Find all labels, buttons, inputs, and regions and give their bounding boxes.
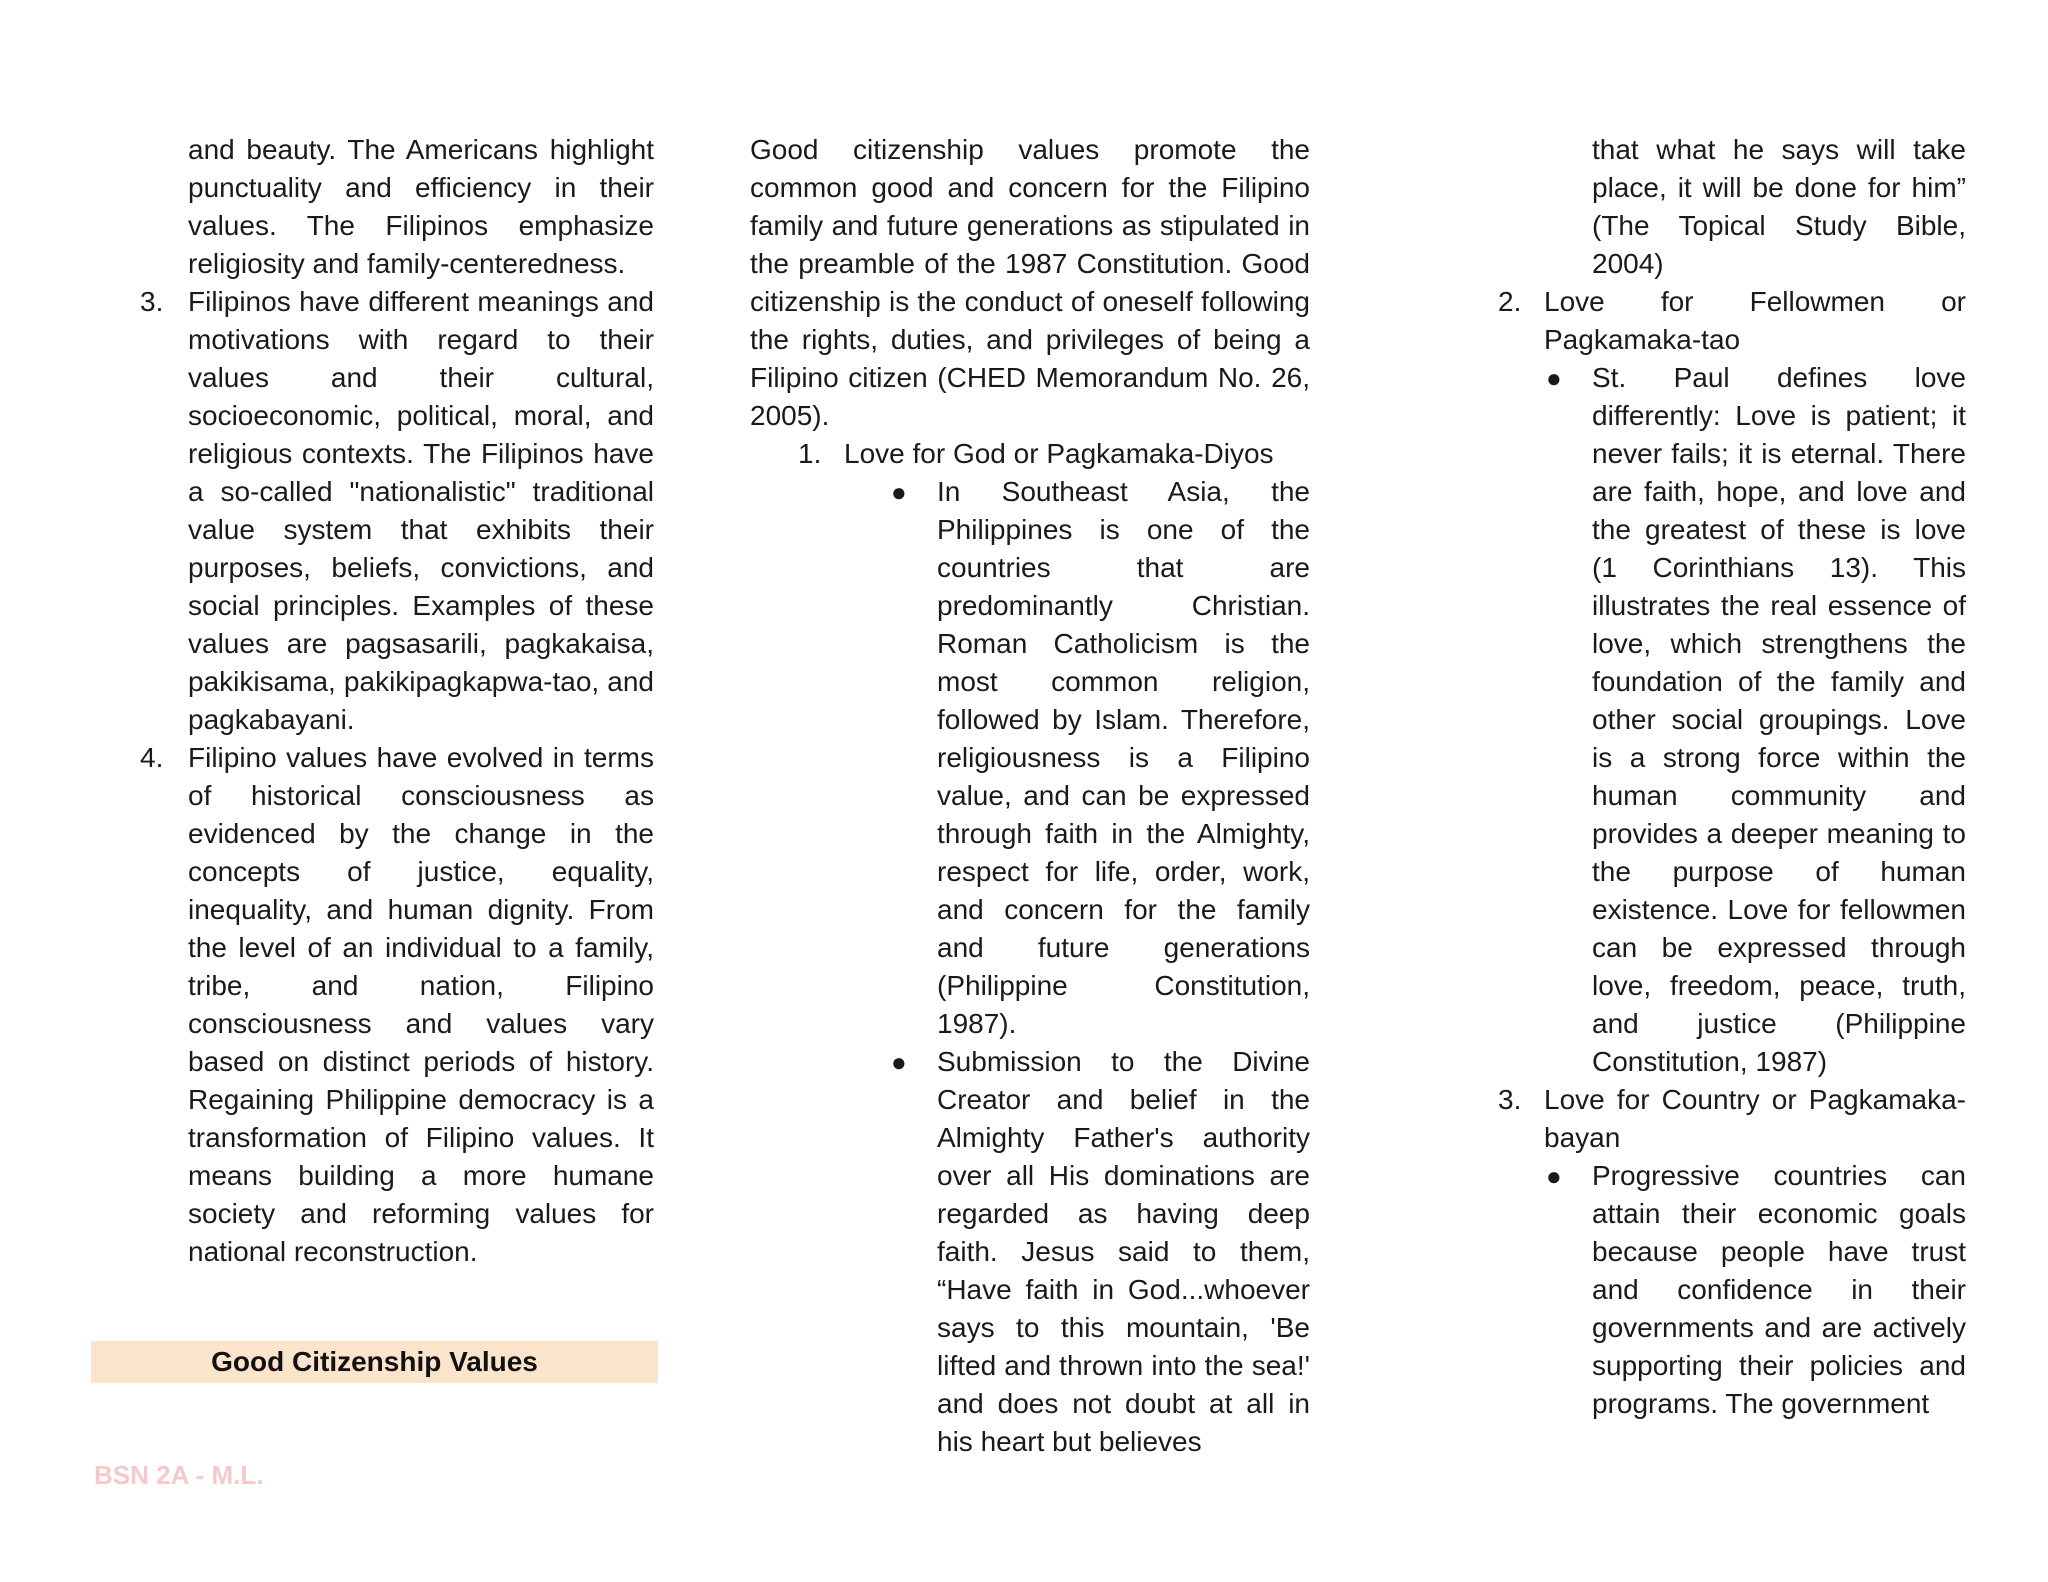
paragraph-continuation: that what he says will take place, it will be done for him” (The Topical Study Bible, 2004) [1592, 134, 1966, 279]
list-item-title: Love for God or Pagkamaka-Diyos [844, 438, 1274, 469]
bullet-icon: ● [1546, 1161, 1562, 1191]
bullet-item [1546, 1157, 1966, 1423]
column-right [1498, 131, 1966, 1423]
list-number: 3. [140, 286, 164, 317]
bullet-item [891, 473, 1310, 1043]
list-item-text: Filipinos have different meanings and motivations with regard to their values and their cultural, socioeconomic, political, moral, and religious contexts. The Filipinos have a so-called "nationalistic" traditional value system that exhibits their purposes, beliefs, convictions, and social principles. Examples of these values are pagsasarili, pagkakaisa, pakikisama, pakikipagkapwa-tao, and pagkabayani. [188, 286, 654, 735]
list-item-4 [140, 739, 654, 1271]
bullet-text: St. Paul defines love differently: Love is patient; it never fails; it is eternal. There are faith, hope, and love and the greatest of these is love (1 Corinthians 13). This illustrates the real essence of love, which strengthens the foundation of the family and other social groupings. Love is a strong force within the human community and provides a deeper meaning to the purpose of human existence. Love for fellowmen can be expressed through love, freedom, peace, truth, and justice (Philippine Constitution, 1987) [1592, 362, 1966, 1077]
list-number: 1. [798, 438, 822, 469]
list-number: 4. [140, 742, 164, 773]
bullet-icon: ● [891, 477, 907, 507]
column-middle [750, 131, 1310, 1461]
bullet-item [1546, 359, 1966, 1081]
section-heading: Good Citizenship Values [211, 1346, 538, 1377]
list-number: 3. [1498, 1084, 1522, 1115]
list-item-title: Love for Fellowmen or Pagkamaka-tao [1544, 286, 1966, 355]
list-number: 2. [1498, 286, 1522, 317]
list-item-2 [1498, 283, 1966, 359]
paragraph-intro: Good citizenship values promote the common good and concern for the Filipino family and future generations as stipulated in the preamble of the 1987 Constitution. Good citizenship is the conduct of oneself following the rights, duties, and privileges of being a Filipino citizen (CHED Memorandum No. 26, 2005). [750, 134, 1310, 431]
list-item-text: Filipino values have evolved in terms of historical consciousness as evidenced by the change in the concepts of justice, equality, inequality, and human dignity. From the level of an individual to a family, tribe, and nation, Filipino consciousness and values vary based on distinct periods of history. Regaining Philippine democracy is a transformation of Filipino values. It means building a more humane society and reforming values for national reconstruction. [188, 742, 654, 1267]
column-left [140, 131, 654, 1271]
list-item-1 [798, 435, 1310, 473]
bullet-text: Submission to the Divine Creator and belief in the Almighty Father's authority over all His dominations are regarded as having deep faith. Jesus said to them, “Have faith in God...whoever says to this mountain, 'Be lifted and thrown into the sea!' and does not doubt at all in his heart but believes [937, 1046, 1310, 1457]
bullet-icon: ● [1546, 363, 1562, 393]
list-item-3 [1498, 1081, 1966, 1157]
section-heading-bar [91, 1341, 658, 1383]
bullet-icon: ● [891, 1047, 907, 1077]
bullet-text: Progressive countries can attain their economic goals because people have trust and confidence in their governments and are actively supporting their policies and programs. The government [1592, 1160, 1966, 1419]
paragraph-intro: and beauty. The Americans highlight punctuality and efficiency in their values. The Filipinos emphasize religiosity and family-centeredness. [188, 134, 654, 279]
bullet-text: In Southeast Asia, the Philippines is one of the countries that are predominantly Christian. Roman Catholicism is the most common religion, followed by Islam. Therefore, religiousness is a Filipino value, and can be expressed through faith in the Almighty, respect for life, order, work, and concern for the family and future generations (Philippine Constitution, 1987). [937, 476, 1310, 1039]
list-item-3 [140, 283, 654, 739]
list-item-title: Love for Country or Pagkamaka-bayan [1544, 1084, 1966, 1153]
bullet-item [891, 1043, 1310, 1461]
footer-label: BSN 2A - M.L. [94, 1460, 264, 1490]
